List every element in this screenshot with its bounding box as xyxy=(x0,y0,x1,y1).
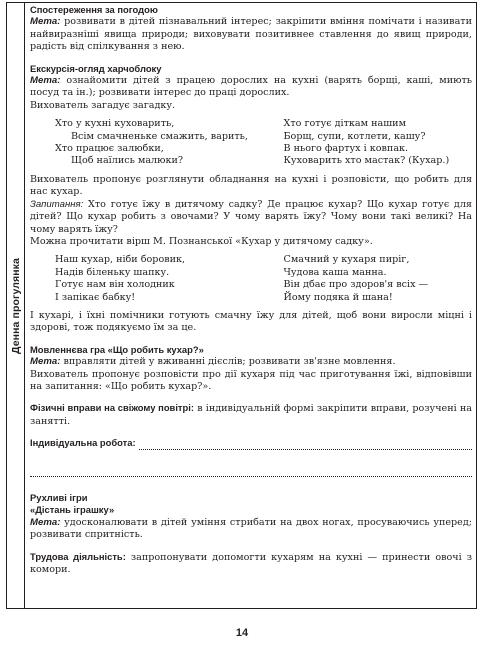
page-number: 14 xyxy=(235,627,249,639)
poem-line: Чудова каша манна. xyxy=(283,266,387,278)
questions xyxy=(30,199,472,236)
riddle xyxy=(30,118,472,168)
poem-line: Він дбає про здоров'я всіх — xyxy=(283,279,429,291)
poem-line: Наш кухар, ніби боровик, xyxy=(55,254,186,266)
goal-text: вправляти дітей у вживанні дієслів; розвивати зв'язне мовлення. xyxy=(60,356,396,368)
observation-goal xyxy=(30,16,472,53)
goal-text: удосконалювати в дітей уміння стрибати на двох ногах, просуваючись уперед; розвивати спритність. xyxy=(30,516,472,541)
equipment-text: Вихователь пропонує розглянути обладнання на кухні і розповісти, що робить для нас кухар. xyxy=(30,173,472,198)
speech-game-title: Мовленнєва гра «Що робить кухар?» xyxy=(30,343,204,355)
riddle-line: Щоб наїлись малюки? xyxy=(71,155,184,167)
riddle-left xyxy=(55,118,264,168)
physical-exercises xyxy=(30,402,472,428)
goal-label: Мета: xyxy=(30,75,61,87)
labor-text: запропонувати допомогти кухарям на кухні — принести овочі з комори. xyxy=(30,551,472,576)
poem-line: Йому подяка й шана! xyxy=(283,291,393,303)
excursion-title: Екскурсія-огляд харчоблоку xyxy=(30,62,162,74)
speech-game-goal xyxy=(30,356,472,368)
poem-line: Надів біленьку шапку. xyxy=(55,266,170,278)
riddle-intro: Вихователь загадує загадку. xyxy=(30,99,176,111)
physical-label: Фізичні вправи на свіжому повітрі: xyxy=(30,402,194,414)
side-label: Денна прогулянка xyxy=(9,257,22,354)
riddle-line: Всім смачненьке смажить, варить, xyxy=(71,130,248,142)
excursion-goal xyxy=(30,75,472,100)
labor-label: Трудова діяльність: xyxy=(30,550,126,562)
goal-text: розвивати в дітей пізнавальний інтерес; закріпити вміння помічати і називати найвиразніші явища природи; виховувати позитивнее ставлення до явищ природи, радість від спілкування з нею. xyxy=(30,16,472,53)
riddle-right xyxy=(264,118,473,168)
goal-label: Мета: xyxy=(30,356,61,368)
goal-label: Мета: xyxy=(30,516,61,528)
content-area xyxy=(30,4,472,576)
game-title: «Дістань іграшку» xyxy=(30,504,115,516)
closing-text: І кухарі, і їхні помічники готують смачну їжу для дітей, щоб вони виросли міцні і здорові, тож подякуємо їм за це. xyxy=(30,309,472,334)
riddle-line: Куховарить хто мастак? (Кухар.) xyxy=(283,155,450,167)
active-games-title: Рухливі ігри xyxy=(30,491,88,503)
riddle-line: Хто у кухні куховарить, xyxy=(55,118,175,130)
fill-in-line xyxy=(139,439,472,450)
speech-game-text: Вихователь пропонує розповісти про дії кухаря під час приготування їжі, відповівши на запитання: «Що робить кухар?». xyxy=(30,368,472,392)
questions-label: Запитання: xyxy=(30,198,84,210)
labor-activity xyxy=(30,551,472,577)
lesson-plan-frame xyxy=(6,2,477,609)
poem-left xyxy=(55,254,264,304)
goal-label: Мета: xyxy=(30,16,61,28)
side-column xyxy=(7,3,25,608)
physical-text: в індивідуальній формі закріпити вправи, розучені на занятті. xyxy=(30,403,472,427)
riddle-line: Хто готує діткам нашим xyxy=(283,118,407,130)
poem-line: Готує нам він холодник xyxy=(55,279,175,291)
poem-line: І запікає бабку! xyxy=(55,291,136,303)
riddle-line: Хто працює залюбки, xyxy=(55,143,164,155)
riddle-line: Борщ, супи, котлети, кашу? xyxy=(283,130,426,142)
fill-in-line xyxy=(30,464,472,477)
riddle-line: В нього фартух і ковпак. xyxy=(283,143,409,155)
observation-title: Спостереження за погодою xyxy=(30,4,158,15)
questions-text: Хто готує їжу в дитячому садку? Де працює кухар? Що кухар готує для дітей? Що кухар робить з овочами? У чому варять їжу? Чому вони такі великі? На чому варять їжу? xyxy=(30,198,472,235)
individual-work xyxy=(30,437,472,449)
poem xyxy=(30,254,472,304)
individual-label: Індивідуальна робота: xyxy=(30,437,136,449)
game-goal xyxy=(30,517,472,542)
goal-text: ознайомити дітей з працею дорослих на кухні (варять борщі, каші, миють посуд та ін.); розвивати інтерес до праці дорослих. xyxy=(30,75,472,99)
poem-right xyxy=(264,254,473,304)
poem-intro: Можна прочитати вірш М. Познанської «Кухар у дитячому садку». xyxy=(30,235,373,247)
poem-line: Смачний у кухаря пиріг, xyxy=(283,254,410,266)
